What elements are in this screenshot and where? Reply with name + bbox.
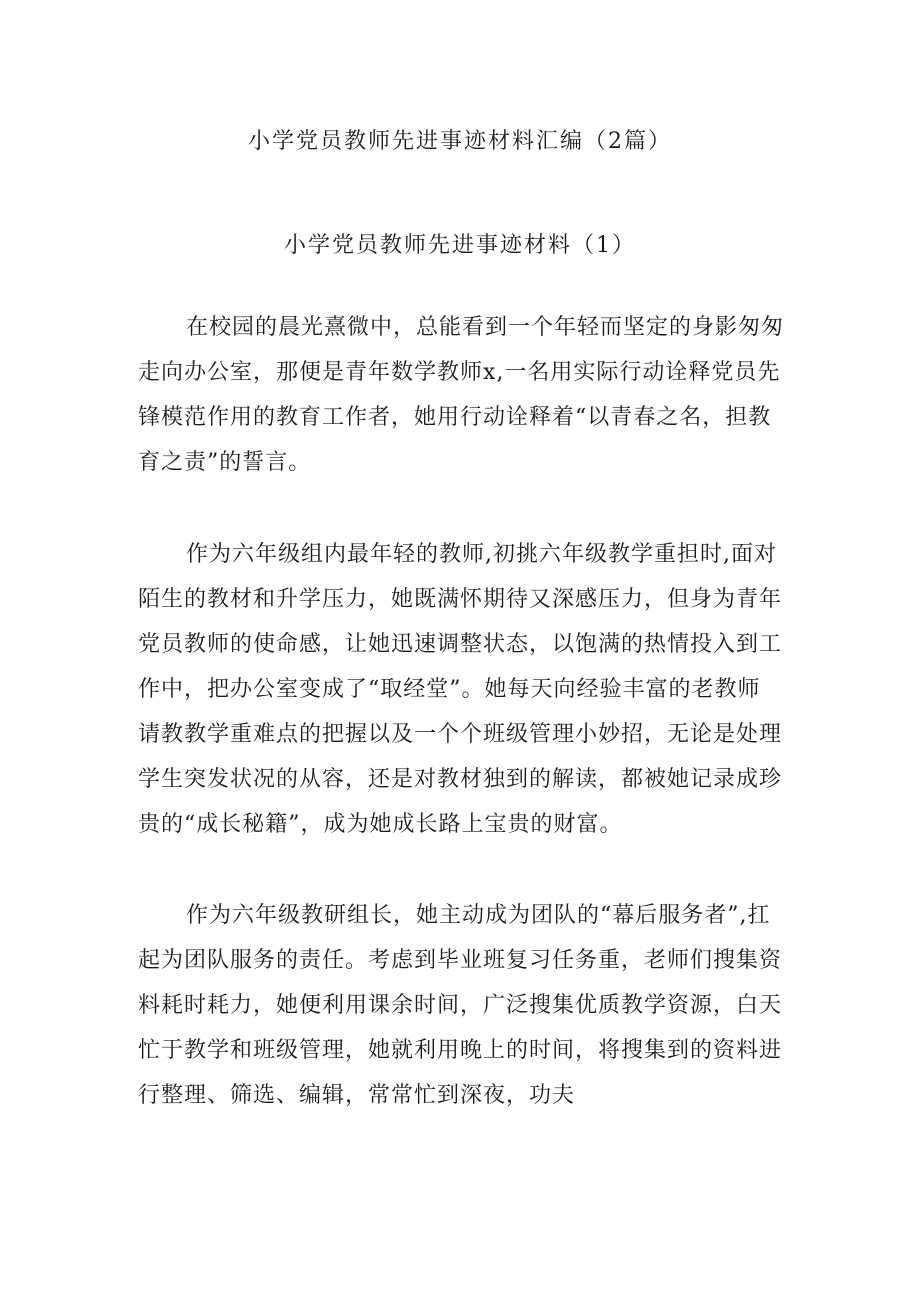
paragraph-3 — [138, 893, 790, 1118]
paragraph-line: 陌生的教材和升学压力，她既满怀期待又深感压力，但身为青年 — [138, 587, 783, 612]
document-title: 小学党员教师先进事迹材料汇编（2篇） — [248, 129, 672, 154]
paragraph-line: 起为团队服务的责任。考虑到毕业班复习任务重，老师们搜集资 — [138, 948, 783, 973]
paragraph-2 — [138, 532, 790, 847]
paragraph-line: 料耗时耗力，她便利用课余时间，广泛搜集优质教学资源，白天 — [138, 993, 783, 1018]
paragraph-line: 党员教师的使命感，让她迅速调整状态，以饱满的热情投入到工 — [138, 632, 783, 657]
paragraph-line: 请教教学重难点的把握以及一个个班级管理小妙招，无论是处理 — [138, 722, 783, 747]
paragraph-line: 行整理、筛选、编辑，常常忙到深夜，功夫 — [138, 1083, 576, 1108]
paragraph-1 — [138, 305, 790, 485]
paragraph-line: 学生突发状况的从容，还是对教材独到的解读，都被她记录成珍 — [138, 767, 783, 792]
paragraph-line: 走向办公室，那便是青年数学教师x,一名用实际行动诠释党员先 — [138, 360, 781, 385]
paragraph-line: 育之责”的誓言。 — [138, 450, 312, 475]
document-subtitle: 小学党员教师先进事迹材料（1） — [284, 233, 636, 258]
paragraph-line: 在校园的晨光熹微中，总能看到一个年轻而坚定的身影匆匆 — [186, 315, 785, 340]
paragraph-line: 贵的“成长秘籍”，成为她成长路上宝贵的财富。 — [138, 812, 623, 837]
paragraph-line: 作中，把办公室变成了“取经堂”。她每天向经验丰富的老教师 — [138, 677, 761, 702]
paragraph-line: 作为六年级组内最年轻的教师,初挑六年级教学重担时,面对 — [186, 542, 777, 567]
paragraph-line: 忙于教学和班级管理，她就利用晚上的时间，将搜集到的资料进 — [138, 1038, 783, 1063]
paragraph-line: 作为六年级教研组长，她主动成为团队的“幕后服务者”,扛 — [186, 903, 771, 928]
paragraph-line: 锋模范作用的教育工作者，她用行动诠释着“以青春之名，担教 — [138, 405, 772, 430]
